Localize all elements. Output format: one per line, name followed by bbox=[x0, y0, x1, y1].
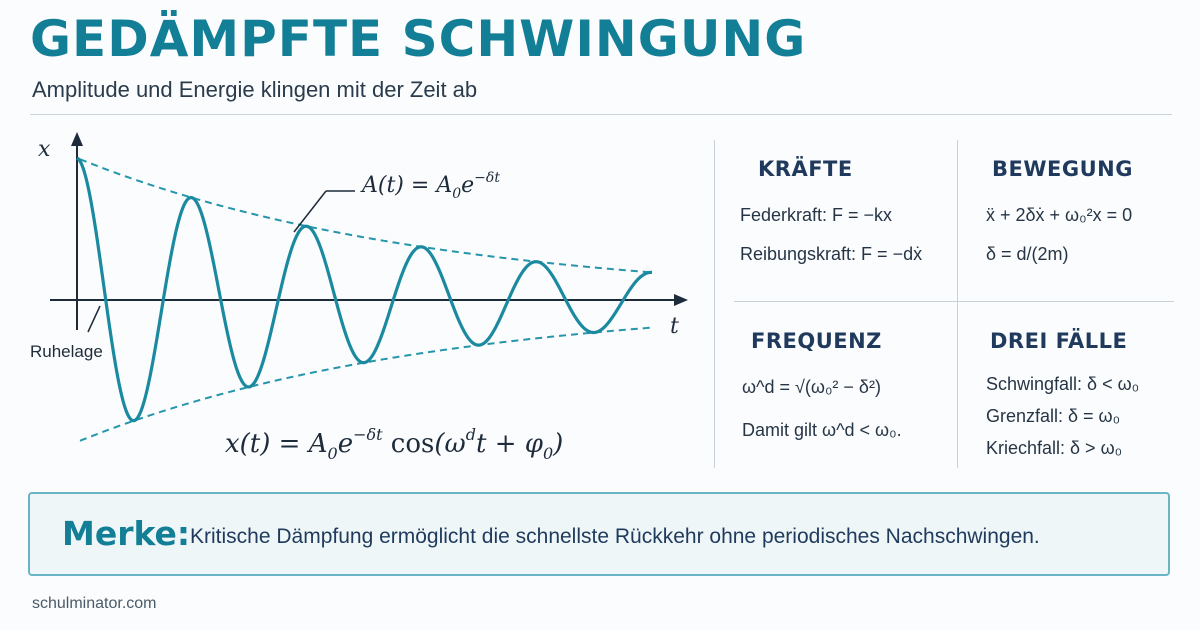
footer-domain: schulminator.com bbox=[32, 595, 157, 612]
drei-faelle-line: Grenzfall: δ = ω₀ bbox=[986, 406, 1121, 426]
kraefte-line: Reibungskraft: F = −dẋ bbox=[740, 244, 923, 264]
frequenz-line: ω^d = √(ω₀² − δ²) bbox=[742, 377, 881, 397]
merke-label: Merke: bbox=[62, 514, 191, 553]
rest-position-label bbox=[30, 306, 103, 361]
bewegung-heading: BEWEGUNG bbox=[992, 157, 1133, 181]
envelope-label bbox=[294, 170, 500, 232]
svg-text:A(t) = A0e−δt: $A(t) = A_0e^{-\delta t}$ bbox=[362, 170, 500, 202]
panel-divider-horizontal bbox=[734, 301, 1174, 302]
drei-faelle-heading: DREI FÄLLE bbox=[990, 329, 1128, 353]
page-title: GEDÄMPFTE SCHWINGUNG bbox=[30, 10, 807, 68]
bewegung-line: ẍ + 2δẋ + ω₀²x = 0 bbox=[986, 205, 1133, 225]
x-axis-label: t bbox=[670, 314, 679, 339]
merke-callout bbox=[28, 492, 1170, 576]
damped-oscillation-graph bbox=[0, 118, 700, 480]
panel-divider-middle bbox=[957, 140, 958, 468]
y-axis-label: x bbox=[38, 137, 51, 162]
header-divider bbox=[30, 114, 1172, 115]
rest-label: Ruhelage bbox=[30, 342, 103, 361]
page-subtitle: Amplitude und Energie klingen mit der Zeit ab bbox=[32, 77, 478, 102]
kraefte-heading: KRÄFTE bbox=[758, 157, 853, 181]
frequenz-heading: FREQUENZ bbox=[751, 329, 882, 353]
envelope-lower bbox=[80, 327, 654, 440]
oscillation-equation: $x(t) = A_0e^{-\delta t}$ $\cos(\omega^dt + \varphi_0)$ bbox=[225, 425, 564, 463]
drei-faelle-line: Schwingfall: δ < ω₀ bbox=[986, 374, 1140, 394]
drei-faelle-line: Kriechfall: δ > ω₀ bbox=[986, 438, 1123, 458]
bewegung-line: δ = d/(2m) bbox=[986, 244, 1069, 264]
x-axis bbox=[50, 294, 688, 306]
frequenz-line: Damit gilt ω^d < ω₀. bbox=[742, 420, 902, 440]
kraefte-line: Federkraft: F = −kx bbox=[740, 205, 893, 225]
panel-divider-left bbox=[714, 140, 715, 468]
merke-text: Kritische Dämpfung ermöglicht die schnellste Rückkehr ohne periodisches Nachschwingen. bbox=[190, 525, 1040, 548]
